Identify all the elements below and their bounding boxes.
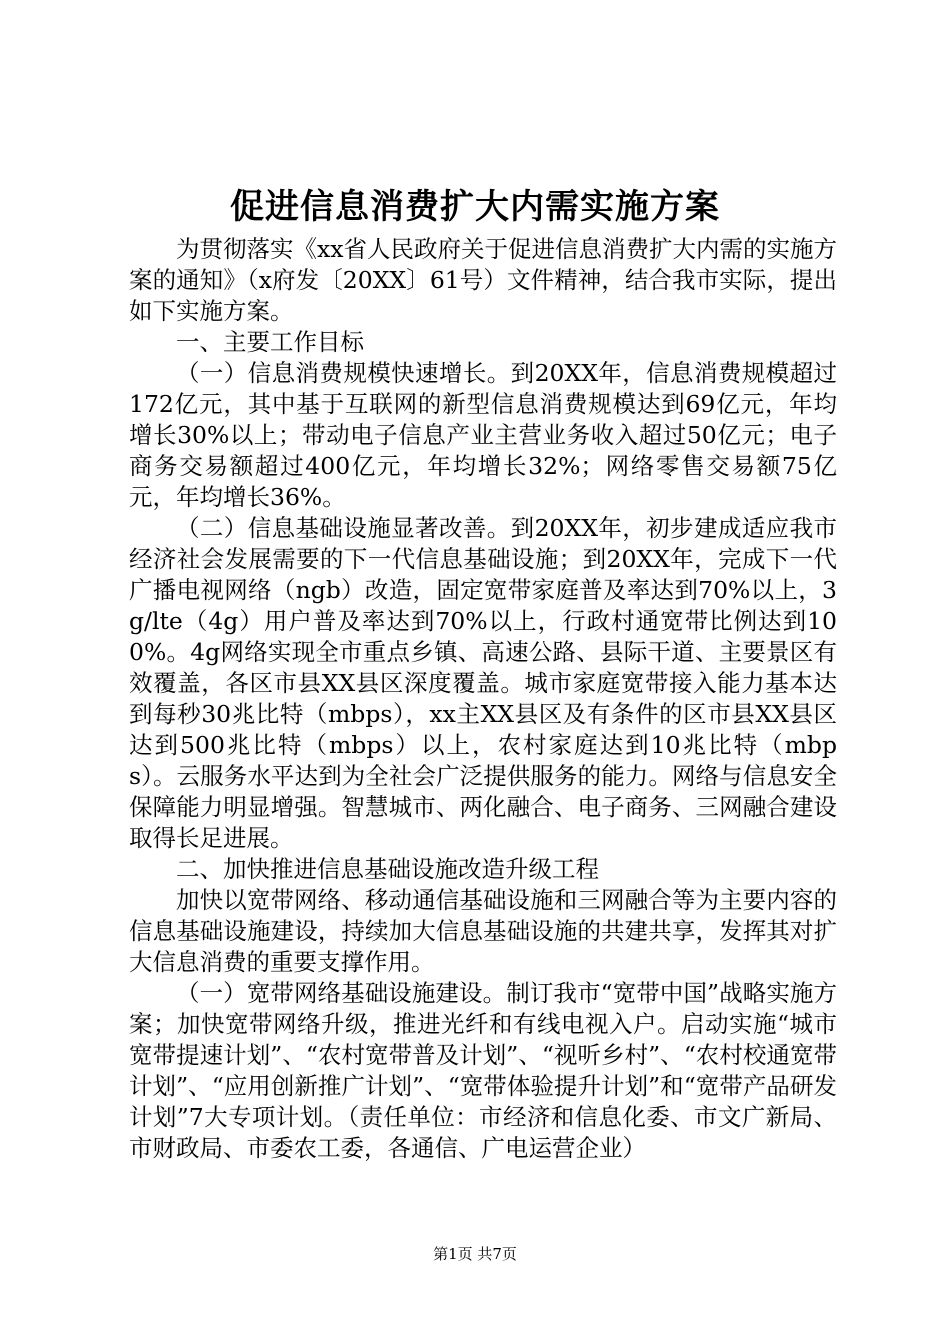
paragraph-consumption-growth: （一）信息消费规模快速增长。到20XX年，信息消费规模超过172亿元，其中基于互联网的新型信息消费规模达到69亿元，年均增长30%以上；带动电子信息产业主营业务收入超过50亿元；电子商务交易额超过400亿元，年均增长32%；网络零售交易额75亿元，年均增长36%。 — [129, 359, 837, 511]
intro-paragraph: 为贯彻落实《xx省人民政府关于促进信息消费扩大内需的实施方案的通知》（x府发〔20XX〕61号）文件精神，结合我市实际，提出如下实施方案。 — [129, 235, 838, 325]
paragraph-infrastructure-construction: 加快以宽带网络、移动通信基础设施和三网融合等为主要内容的信息基础设施建设，持续加大信息基础设施的共建共享，发挥其对扩大信息消费的重要支撑作用。 — [129, 886, 837, 976]
document-body — [129, 234, 837, 1164]
paragraph-broadband-construction: （一）宽带网络基础设施建设。制订我市“宽带中国”战略实施方案；加快宽带网络升级，推进光纤和有线电视入户。启动实施“城市宽带提速计划”、“农村宽带普及计划”、“视听乡村”、“农村校通宽带计划”、“应用创新推广计划”、“宽带体验提升计划”和“宽带产品研发计划”7大专项计划。（责任单位：市经济和信息化委、市文广新局、市财政局、市委农工委，各通信、广电运营企业） — [129, 979, 837, 1162]
document-title: 促进信息消费扩大内需实施方案 — [230, 187, 720, 227]
paragraph-infrastructure-improvement: （二）信息基础设施显著改善。到20XX年，初步建成适应我市经济社会发展需要的下一代信息基础设施；到20XX年，完成下一代广播电视网络（ngb）改造，固定宽带家庭普及率达到70%以上，3g/lte（4g）用户普及率达到70%以上，行政村通宽带比例达到100%。4g网络实现全市重点乡镇、高速公路、县际干道、主要景区有效覆盖，各区市县XX县区深度覆盖。城市家庭宽带接入能力基本达到每秒30兆比特（mbps），xx主XX县区及有条件的区市县XX县区达到500兆比特（mbps）以上，农村家庭达到10兆比特（mbps）。云服务水平达到为全社会广泛提供服务的能力。网络与信息安全保障能力明显增强。智慧城市、两化融合、电子商务、三网融合建设取得长足进展。 — [129, 514, 837, 852]
section-heading-goals: 一、主要工作目标 — [176, 328, 364, 356]
page-footer: 第1页 共7页 — [433, 1245, 517, 1263]
section-heading-infrastructure: 二、加快推进信息基础设施改造升级工程 — [176, 855, 599, 883]
